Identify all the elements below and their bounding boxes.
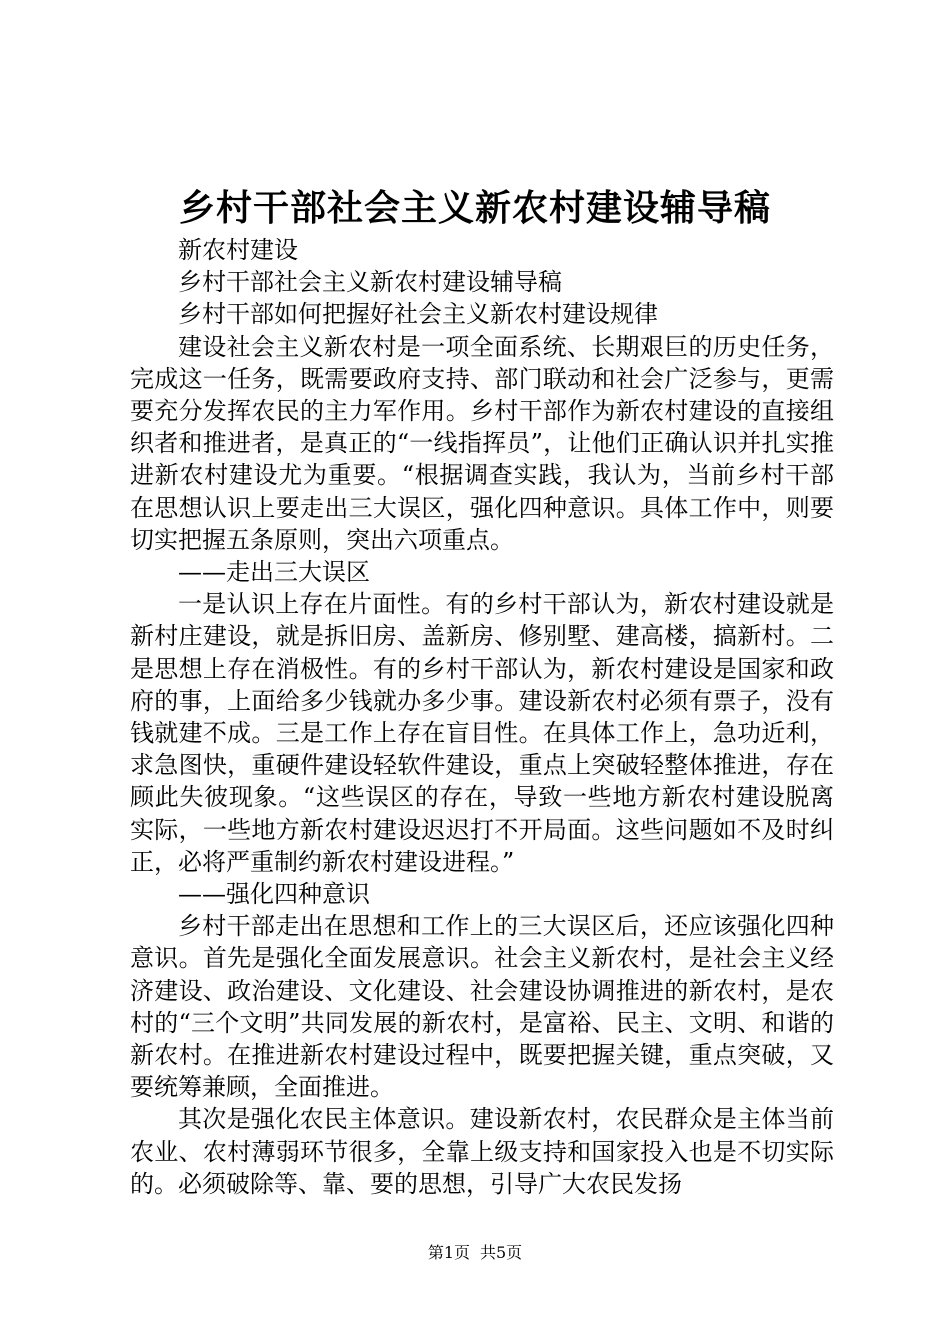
subtitle-line: 乡村干部如何把握好社会主义新农村建设规律 xyxy=(178,300,658,329)
document-body xyxy=(130,234,834,1200)
page-footer xyxy=(0,1242,950,1264)
page-total: 共5页 xyxy=(480,1243,523,1262)
section-heading: ——强化四种意识 xyxy=(178,880,370,909)
body-paragraph: 其次是强化农民主体意识。建设新农村，农民群众是主体当前农业、农村薄弱环节很多，全靠上级支持和国家投入也是不切实际的。必须破除等、靠、要的思想，引导广大农民发扬 xyxy=(130,1105,834,1198)
subtitle-line: 乡村干部社会主义新农村建设辅导稿 xyxy=(178,268,562,297)
subtitle-line: 新农村建设 xyxy=(178,236,298,264)
body-paragraph: 一是认识上存在片面性。有的乡村干部认为，新农村建设就是新村庄建设，就是拆旧房、盖新房、修别墅、建高楼，搞新村。二是思想上存在消极性。有的乡村干部认为，新农村建设是国家和政府的事，上面给多少钱就办多少事。建设新农村必须有票子，没有钱就建不成。三是工作上存在盲目性。在具体工作上，急功近利，求急图快，重硬件建设轻软件建设，重点上突破轻整体推进，存在顾此失彼现象。“这些误区的存在，导致一些地方新农村建设脱离实际，一些地方新农村建设迟迟打不开局面。这些问题如不及时纠正，必将严重制约新农村建设进程。” xyxy=(130,590,834,876)
section-heading: ——走出三大误区 xyxy=(178,558,370,587)
document-title: 乡村干部社会主义新农村建设辅导稿 xyxy=(178,187,771,229)
body-paragraph: 建设社会主义新农村是一项全面系统、长期艰巨的历史任务，完成这一任务，既需要政府支持、部门联动和社会广泛参与，更需要充分发挥农民的主力军作用。乡村干部作为新农村建设的直接组织者和推进者，是真正的“一线指挥员”，让他们正确认识并扎实推进新农村建设尤为重要。“根据调查实践，我认为，当前乡村干部在思想认识上要走出三大误区，强化四种意识。具体工作中，则要切实把握五条原则，突出六项重点。 xyxy=(130,332,834,554)
body-paragraph: 乡村干部走出在思想和工作上的三大误区后，还应该强化四种意识。首先是强化全面发展意识。社会主义新农村，是社会主义经济建设、政治建设、文化建设、社会建设协调推进的新农村，是农村的“三个文明”共同发展的新农村，是富裕、民主、文明、和谐的新农村。在推进新农村建设过程中，既要把握关键，重点突破，又要统筹兼顾，全面推进。 xyxy=(130,912,834,1102)
page-number: 第1页 xyxy=(427,1243,470,1262)
